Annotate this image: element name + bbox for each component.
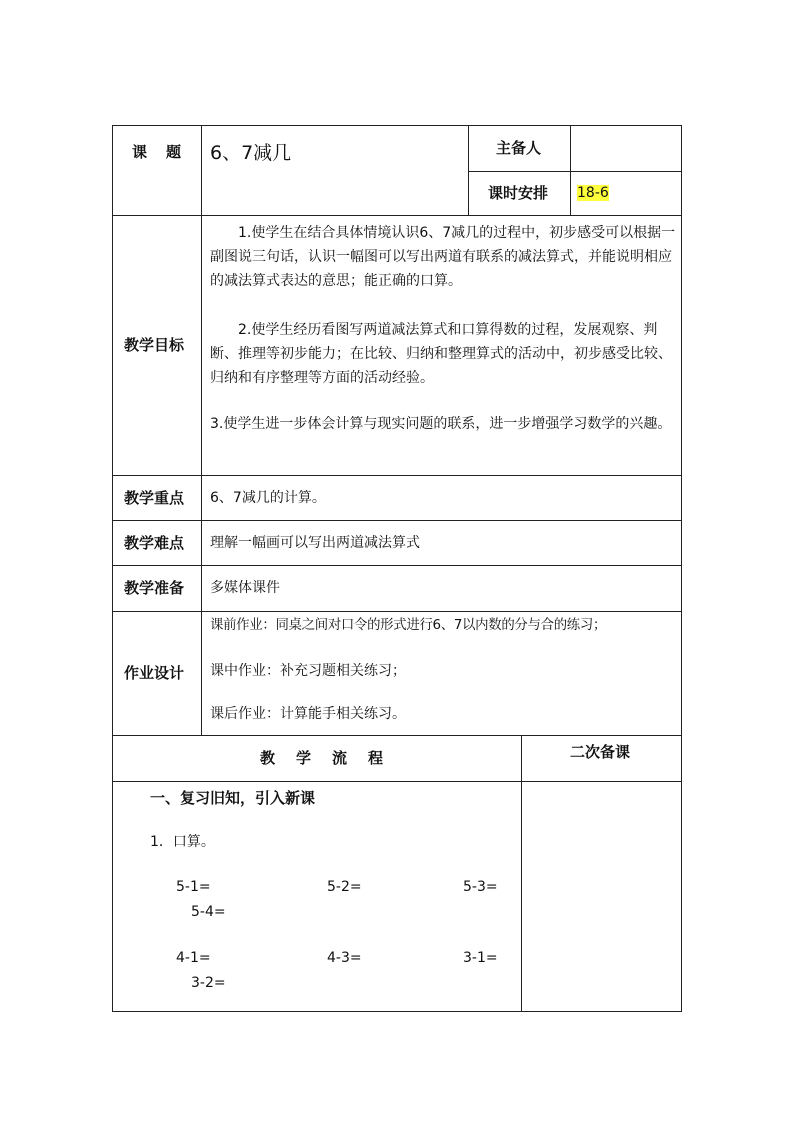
objectives-paragraph-3: 3.使学生进一步体会计算与现实问题的联系，进一步增强学习数学的兴趣。 xyxy=(210,416,672,432)
homework-post: 课后作业：计算能手相关练习。 xyxy=(210,706,406,722)
homework-label: 作业设计 xyxy=(124,664,185,682)
preparation-label: 教学准备 xyxy=(124,579,185,597)
lead-label: 主备人 xyxy=(496,139,542,157)
equation: 5-4= xyxy=(191,904,226,920)
table-border-bottom xyxy=(112,1011,682,1012)
difficulty-label: 教学难点 xyxy=(124,534,185,552)
label-column-divider xyxy=(201,125,202,735)
table-border-top xyxy=(112,125,682,126)
equation: 5-3= xyxy=(463,879,498,895)
row-divider-2 xyxy=(112,475,682,476)
key-point-label: 教学重点 xyxy=(124,489,185,507)
topic-value: 6、7减几 xyxy=(210,142,292,164)
topic-label: 课 题 xyxy=(132,143,184,161)
row-divider-3 xyxy=(112,520,682,521)
difficulty-value: 理解一幅画可以写出两道减法算式 xyxy=(210,535,420,551)
equation: 5-1= xyxy=(176,879,211,895)
section-heading: 一、复习旧知，引入新课 xyxy=(150,789,316,807)
objectives-paragraph-2: 2.使学生经历看图写两道减法算式和口算得数的过程，发展观察、判断、推理等初步能力；在比较、归纳和整理算式的活动中，初步感受比较、归纳和有序整理等方面的活动经验。 xyxy=(210,322,672,386)
table-border-left xyxy=(112,125,113,1012)
header-divider-2 xyxy=(570,125,571,215)
homework-mid: 课中作业：补充习题相关练习； xyxy=(210,663,406,679)
header-divider-1 xyxy=(468,125,469,215)
objectives-label: 教学目标 xyxy=(124,336,185,354)
row-divider-6 xyxy=(112,735,682,736)
table-border-right xyxy=(681,125,682,1012)
oral-calc-item: 1．口算。 xyxy=(150,834,215,850)
preparation-value: 多媒体课件 xyxy=(210,580,280,596)
schedule-highlight: 18-6 xyxy=(577,185,609,201)
row-divider-5 xyxy=(112,611,682,612)
row-divider-7 xyxy=(112,781,682,782)
row-divider-4 xyxy=(112,565,682,566)
equation: 4-3= xyxy=(327,950,362,966)
flow-header: 教 学 流 程 xyxy=(260,749,387,767)
homework-pre: 课前作业：同桌之间对口令的形式进行6、7以内数的分与合的练习； xyxy=(210,618,607,633)
schedule-label: 课时安排 xyxy=(488,184,549,202)
equation: 5-2= xyxy=(327,879,362,895)
equation: 3-2= xyxy=(191,975,226,991)
objectives-paragraph-1: 1.使学生在结合具体情境认识6、7减几的过程中，初步感受可以根据一副图说三句话，认识一幅图可以写出两道有联系的减法算式，并能说明相应的减法算式表达的意思；能正确的口算。 xyxy=(210,225,676,289)
equation: 3-1= xyxy=(463,950,498,966)
row-divider-1 xyxy=(112,215,682,216)
key-point-value: 6、7减几的计算。 xyxy=(210,490,326,506)
header-inner-divider xyxy=(468,171,682,172)
second-prep-header: 二次备课 xyxy=(570,743,631,761)
equation: 4-1= xyxy=(176,950,211,966)
schedule-value xyxy=(577,183,609,203)
flow-column-divider xyxy=(521,735,522,1012)
